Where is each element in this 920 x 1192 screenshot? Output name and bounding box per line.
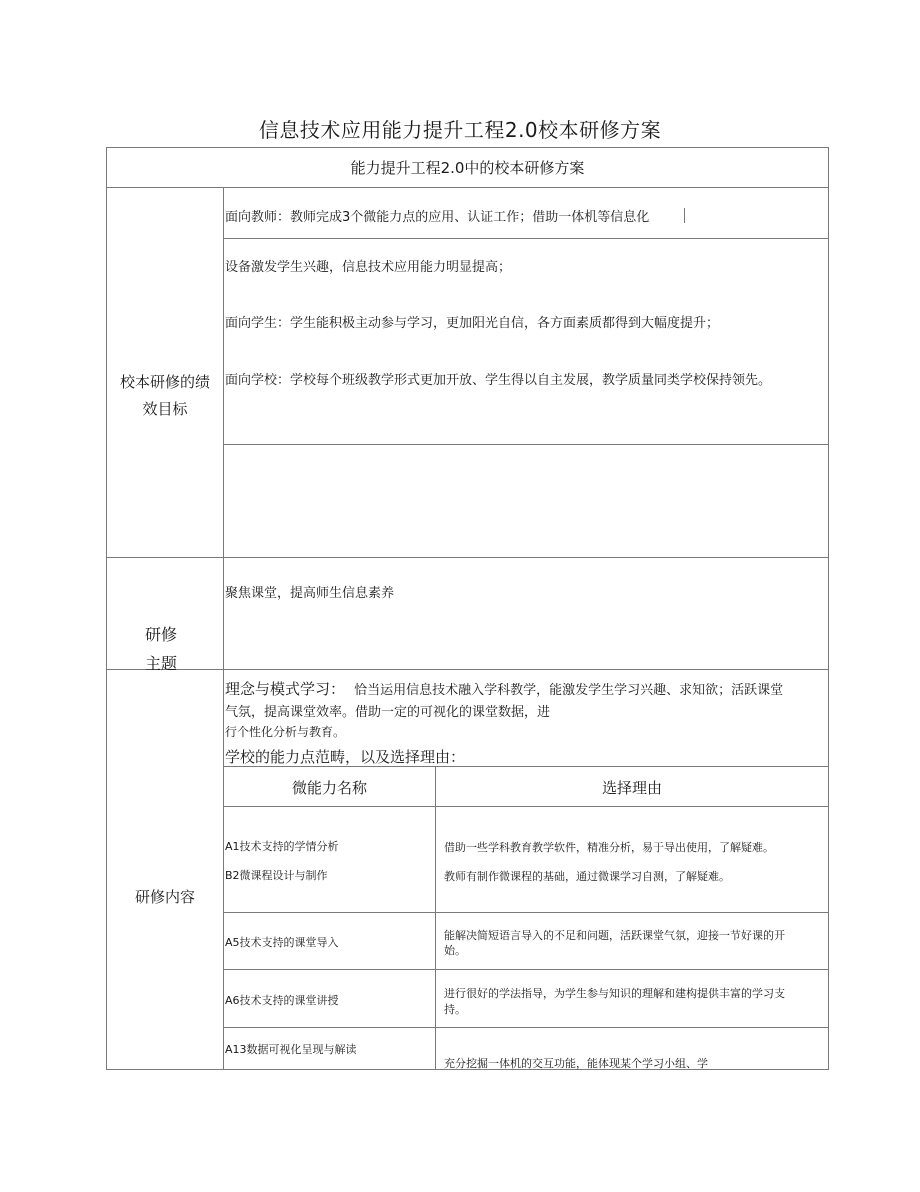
ability-reason-b2: 教师有制作微课程的基础，通过微课学习自测，了解疑难。 bbox=[444, 870, 730, 883]
table-header: 能力提升工程2.0中的校本研修方案 bbox=[350, 159, 585, 177]
ability-name-b2: B2微课程设计与制作 bbox=[225, 869, 328, 882]
ability-reason-a5-line1: 能解决简短语言导入的不足和问题，活跃课堂气氛，迎接一节好课的开 bbox=[444, 929, 785, 942]
theme-text: 聚焦课堂，提高师生信息素养 bbox=[225, 586, 395, 601]
ability-reason-a5-line2: 始。 bbox=[444, 944, 466, 957]
ability-name-a6: A6技术支持的课堂讲授 bbox=[225, 994, 339, 1007]
ability-name-a5: A5技术支持的课堂导入 bbox=[225, 936, 339, 949]
scope-heading: 学校的能力点范畴，以及选择理由： bbox=[225, 748, 466, 766]
content-label: 研修内容 bbox=[134, 888, 195, 906]
ability-reason-a6-line2: 持。 bbox=[444, 1003, 466, 1016]
page-title: 信息技术应用能力提升工程2.0校本研修方案 bbox=[258, 118, 662, 142]
theme-label-line2: 主题 bbox=[144, 654, 177, 673]
concept-line3: 行个性化分析与教育。 bbox=[225, 725, 346, 739]
ability-name-a13: A13数据可视化呈现与解读 bbox=[225, 1043, 357, 1056]
column-header-name: 微能力名称 bbox=[291, 779, 367, 797]
goals-label-line2: 效目标 bbox=[142, 400, 188, 418]
ability-reason-a6-line1: 进行很好的学法指导，为学生参与知识的理解和建构提供丰富的学习支 bbox=[444, 987, 785, 1000]
ability-name-a1: A1技术支持的学情分析 bbox=[225, 840, 339, 853]
concept-line1: 恰当运用信息技术融入学科教学，能激发学生学习兴趣、求知欲；活跃课堂 bbox=[354, 683, 784, 698]
ability-reason-a13: 充分挖掘一体机的交互功能，能体现某个学习小组、学 bbox=[444, 1057, 708, 1070]
ability-reason-a1: 借助一些学科教育教学软件，精准分析，易于导出使用，了解疑难。 bbox=[444, 841, 774, 854]
theme-label-line1: 研修 bbox=[144, 625, 177, 644]
concept-heading: 理念与模式学习： bbox=[225, 680, 346, 698]
column-header-reason: 选择理由 bbox=[601, 779, 662, 797]
goal-teacher-line2: 设备激发学生兴趣，信息技术应用能力明显提高； bbox=[225, 260, 512, 275]
goal-teacher-line1: 面向教师：教师完成3个微能力点的应用、认证工作；借助一体机等信息化 bbox=[225, 210, 650, 225]
concept-line2: 气氛，提高课堂效率。借助一定的可视化的课堂数据，进 bbox=[225, 705, 551, 720]
goal-student: 面向学生：学生能积极主动参与学习，更加阳光自信，各方面素质都得到大幅度提升； bbox=[225, 316, 720, 331]
concept-first-line bbox=[225, 678, 783, 699]
goal-school: 面向学校：学校每个班级教学形式更加开放、学生得以自主发展，教学质量同类学校保持领先。 bbox=[225, 373, 772, 388]
goals-label-line1: 校本研修的绩 bbox=[119, 373, 210, 391]
